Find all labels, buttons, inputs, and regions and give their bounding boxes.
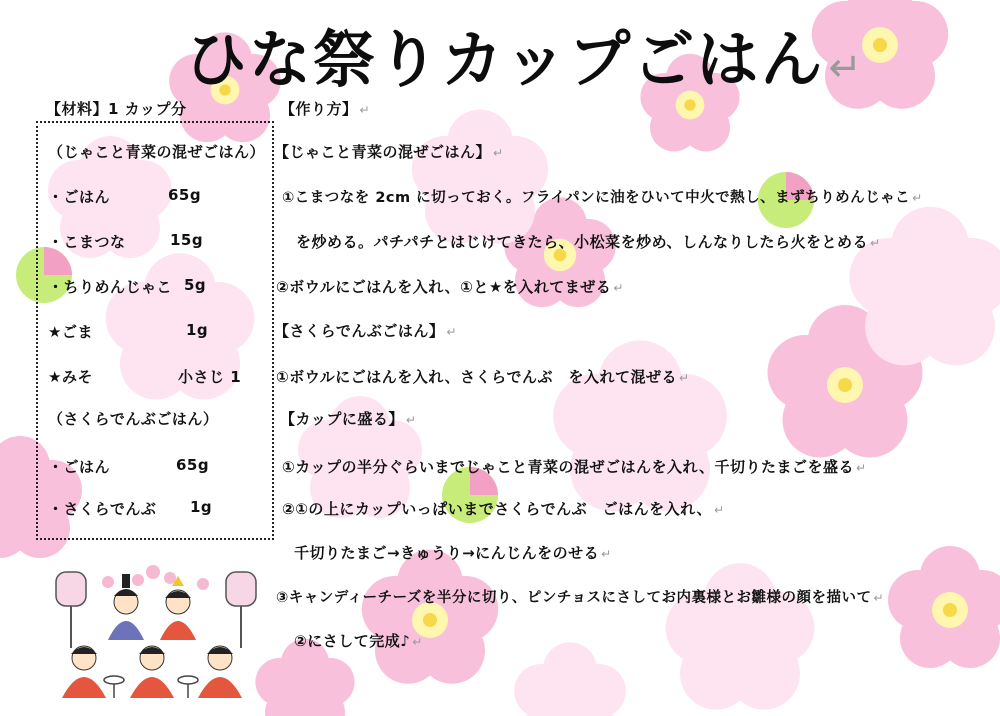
return-mark-icon: ↵ — [873, 591, 885, 605]
ingredient-amount: 5g — [184, 276, 207, 294]
ingredient-name: ★みそ — [48, 368, 93, 386]
method-step: 千切りたまご→きゅうり→にんじんをのせる ↵ — [294, 544, 612, 562]
return-mark-icon: ↵ — [613, 281, 624, 295]
method-step: ②ボウルにごはんを入れ、①と★を入れてまぜる ↵ — [276, 278, 624, 296]
method-step: ③キャンディーチーズを半分に切り、ピンチョスにさしてお内裏様とお雛様の顔を描いて ↵ — [276, 590, 885, 606]
ingredient-amount: 15g — [170, 231, 204, 249]
return-mark-icon: ↵ — [601, 547, 612, 561]
return-mark-icon: ↵ — [714, 503, 725, 517]
ingredient-name: ・ごはん — [48, 188, 111, 206]
ingredient-amount: 65g — [176, 456, 210, 474]
ingredient-name: ・さくらでんぶ — [48, 500, 157, 518]
method-step: ①こまつなを 2cm に切っておく。フライパンに油をひいて中火で熱し、まずちりめんじゃこ ↵ — [282, 190, 923, 206]
method-header: 【作り方】 ↵ — [280, 100, 371, 118]
return-mark-icon: ↵ — [855, 461, 867, 475]
ingredient-name: ・ちりめんじゃこ — [48, 278, 173, 296]
ingredient-amount: 小さじ 1 — [178, 368, 242, 386]
ingredients-header: 【材料】1 カップ分 — [46, 100, 187, 118]
recipe-title — [185, 10, 864, 99]
return-mark-icon: ↵ — [359, 103, 371, 117]
method-step: ②にさして完成♪ ↵ — [294, 632, 423, 650]
ingredient-amount: 1g — [190, 498, 213, 516]
ingredient-name: ・こまつな — [48, 233, 126, 251]
method-section-heading: 【カップに盛る】 ↵ — [280, 410, 417, 428]
method-step: ①ボウルにごはんを入れ、さくらでんぶ を入れて混ぜる ↵ — [276, 368, 690, 386]
method-section-heading: 【さくらでんぶごはん】 ↵ — [274, 322, 457, 340]
method-step: ①カップの半分ぐらいまでじゃこと青菜の混ぜごはんを入れ、千切りたまごを盛る ↵ — [282, 458, 867, 476]
ingredient-group-label: （さくらでんぶごはん） — [48, 410, 219, 428]
method-section-heading: 【じゃこと青菜の混ぜごはん】 ↵ — [274, 143, 504, 161]
return-mark-icon: ↵ — [912, 191, 923, 205]
return-mark-icon: ↵ — [870, 236, 881, 250]
method-step: ②①の上にカップいっぱいまでさくらでんぶ ごはんを入れ、 ↵ — [282, 500, 725, 518]
return-mark-icon: ↵ — [493, 146, 504, 160]
return-mark-icon: ↵ — [412, 635, 423, 649]
ingredient-amount: 1g — [186, 321, 209, 339]
return-mark-icon: ↵ — [828, 45, 864, 91]
hina-dolls-illustration — [48, 552, 263, 704]
recipe-title-text: ひな祭りカップごはん — [185, 23, 825, 96]
return-mark-icon: ↵ — [679, 371, 690, 385]
return-mark-icon: ↵ — [405, 413, 417, 427]
ingredient-amount: 65g — [168, 186, 202, 204]
return-mark-icon: ↵ — [446, 325, 457, 339]
ingredient-name: ・ごはん — [48, 458, 111, 476]
method-step: を炒める。パチパチとはじけてきたら、小松菜を炒め、しんなりしたら火をとめる ↵ — [296, 233, 881, 251]
ingredient-name: ★ごま — [48, 323, 93, 341]
ingredient-group-label: （じゃこと青菜の混ぜごはん） — [48, 143, 266, 161]
